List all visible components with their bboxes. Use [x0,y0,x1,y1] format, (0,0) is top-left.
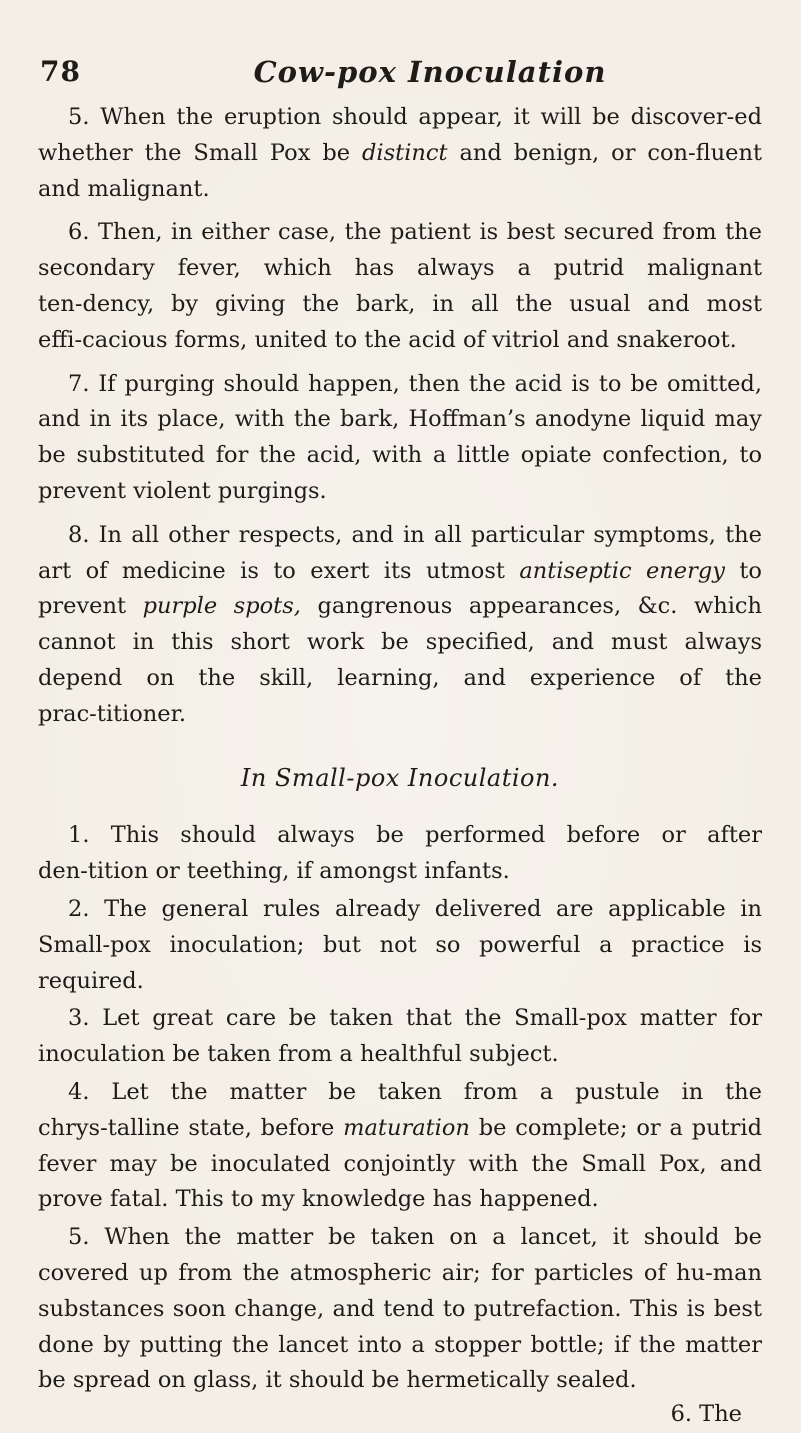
catchword: 6. The [670,1401,742,1428]
emphasis-text: maturation [343,1114,470,1141]
body-text [38,100,762,1433]
paragraph-4-pustule [38,1075,762,1218]
paragraph-text: 5. When the eruption should appear, it will be discover‑ed whether the Small Pox be [38,104,762,166]
paragraph-text: gangrenous appearances, &c. which cannot in this short work be specified, and must always depend on the skill, learning, and experience of the prac‑titioner. [38,593,762,727]
paragraph-text: 4. Let the matter be taken from a pustule in the chrys‑talline state, before [38,1078,762,1141]
emphasis-text: purple spots, [142,593,301,620]
paragraph-text: to prevent [38,557,762,620]
paragraph-text: be complete; or a putrid fever may be inoculated conjointly with the Small Pox, and prove fatal. This to my knowledge has happened. [38,1114,762,1213]
paragraph-1-dentition: 1. This should always be performed before or after den‑tition or teething, if amongst infants. [38,822,762,885]
page-header [40,55,760,95]
paragraph-5-lancet: 5. When the matter be taken on a lancet, it should be covered up from the atmospheric air; for particles of hu‑man substances soon change, and tend to putrefaction. This is best done by putting the lancet into a stopper bottle; if the matter be spread on glass, it should be hermetically sealed. [38,1224,762,1394]
paragraph-5-eruption [38,100,762,207]
paragraph-6-secondary-fever: 6. Then, in either case, the patient is best secured from the secondary fever, which has always a putrid malignant ten‑dency, by giving the bark, in all the usual and most effi‑cacious forms, united to the acid of vitriol and snakeroot. [38,219,762,353]
paragraph-text: and benign, or con‑fluent and malignant. [38,139,762,202]
paragraph-7-purging: 7. If purging should happen, then the acid is to be omitted, and in its place, with the bark, Hoffman’s anodyne liquid may be substituted for the acid, with a little opiate confection, to prevent violent purgings. [38,370,762,504]
section-title: In Small-pox Inoculation. [240,763,560,792]
paragraph-3-healthful-subject: 3. Let great care be taken that the Small-pox matter for inoculation be taken from a healthful subject. [38,1005,762,1068]
running-title: Cow-pox Inoculation [253,55,607,89]
paragraph-2-general-rules: 2. The general rules already delivered are applicable in Small-pox inoculation; but not so powerful a practice is required. [38,895,762,994]
emphasis-text: antiseptic energy [519,557,725,584]
emphasis-text: distinct [362,139,448,166]
paragraph-8-other-respects [38,518,762,733]
page-number: 78 [40,55,81,88]
paragraph-text: 8. In all other respects, and in all particular symptoms, the art of medicine is to exert its utmost [38,521,762,584]
